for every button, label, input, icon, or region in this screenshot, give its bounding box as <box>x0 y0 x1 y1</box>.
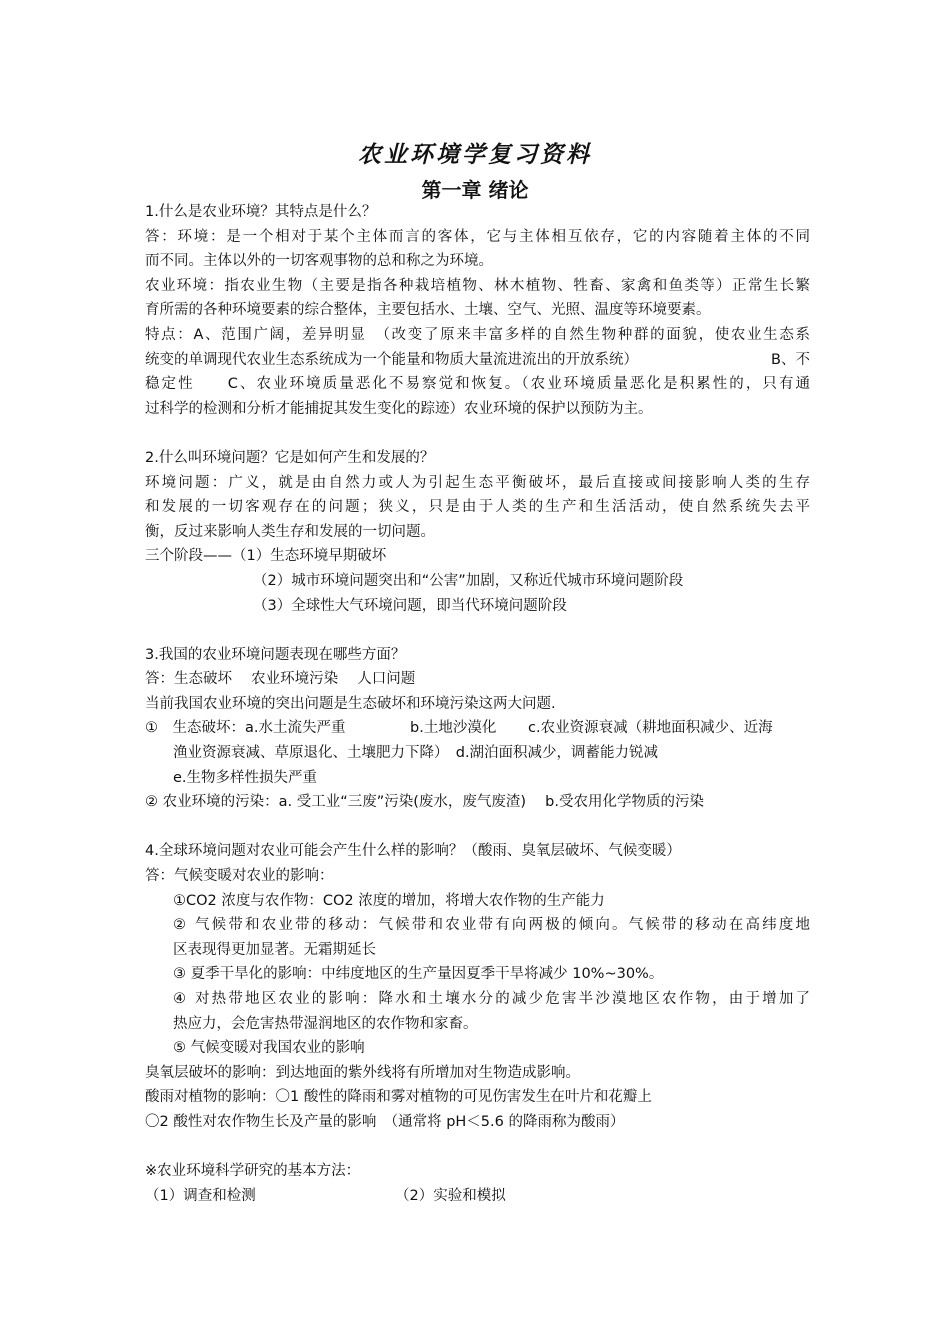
answer-2-stage-1: 三个阶段——（1）生态环境早期破坏 <box>145 548 387 565</box>
blank-line <box>145 421 810 446</box>
answer-2-line-3: 衡，反过来影响人类生存和发展的一切问题。 <box>145 523 435 540</box>
answer-1-line-6-point-b: B、不 <box>771 351 810 368</box>
document-body <box>145 200 810 1208</box>
answer-1-line-5: 特点：A、范围广阔，差异明显 （改变了原来丰富多样的自然生物种群的面貌，使农业生态系 <box>145 326 810 343</box>
answer-4-item-4: ④ 对热带地区农业的影响：降水和土壤水分的减少危害半沙漠地区农作物，由于增加了 <box>173 991 810 1007</box>
question-4: 4.全球环境问题对农业可能会产生什么样的影响？（酸雨、臭氧层破坏、气候变暖） <box>145 843 681 860</box>
methods-list <box>145 1184 810 1209</box>
answer-2-line-1: 环境问题：广义，就是由自然力或人为引起生态平衡破坏，最后直接或间接影响人类的生存 <box>145 474 810 491</box>
answer-3-item-c: c.农业资源衰减（耕地面积减少、近海 <box>528 720 773 737</box>
question-2: 2.什么叫环境问题？它是如何产生和发展的？ <box>145 449 435 466</box>
answer-4-item-2: ② 气候带和农业带的移动：气候带和农业带有向两极的倾向。气候带的移动在高纬度地 <box>173 917 810 934</box>
answer-4-item-5: ⑤ 气候变暖对我国农业的影响 <box>173 1040 365 1057</box>
answer-4-ozone: 臭氧层破坏的影响：到达地面的紫外线将有所增加对生物造成影响。 <box>145 1064 580 1081</box>
answer-1-line-4: 育所需的各种环境要素的综合整体，主要包括水、土壤、空气、光照、温度等环境要素。 <box>145 302 711 319</box>
answer-4-item-4-cont: 热应力，会危害热带湿润地区的农作物和家畜。 <box>173 1015 478 1032</box>
answer-3-line-2: 当前我国农业环境的突出问题是生态破坏和环境污染这两大问题. <box>145 695 556 712</box>
answer-4-item-3: ③ 夏季干旱化的影响：中纬度地区的生产量因夏季干旱将减少 10%~30%。 <box>173 966 664 983</box>
blank-line <box>145 1135 810 1160</box>
answer-1-line-7: 稳定性 C、农业环境质量恶化不易察觉和恢复。（农业环境质量恶化是积累性的，只有通 <box>145 376 810 393</box>
methods-heading: ※农业环境科学研究的基本方法： <box>145 1163 361 1180</box>
question-3: 3.我国的农业环境问题表现在哪些方面？ <box>145 646 406 663</box>
answer-1-line-3: 农业环境：指农业生物（主要是指各种栽培植物、林木植物、牲畜、家禽和鱼类等）正常生长繁 <box>145 277 810 294</box>
answer-3-line-6: ② 农业环境的污染：a. 受工业“三废”污染(废水，废气废渣) b.受农用化学物质的污染 <box>145 794 704 811</box>
answer-4-item-2-cont: 区表现得更加显著。无霜期延长 <box>173 941 376 958</box>
answer-3-item-a: ① 生态破坏：a.水土流失严重 <box>145 720 346 737</box>
answer-2-stage-3: （3）全球性大气环境问题，即当代环境问题阶段 <box>253 597 567 614</box>
answer-1-line-6-text: 统变的单调现代农业生态系统成为一个能量和物质大量流进流出的开放系统） <box>145 351 638 368</box>
answer-3-line-3 <box>145 716 810 741</box>
answer-2-stage-2: （2）城市环境问题突出和“公害”加剧，又称近代城市环境问题阶段 <box>253 572 684 589</box>
document-title: 农业环境学复习资料 <box>358 141 592 168</box>
answer-1-line-8: 过科学的检测和分析才能捕捉其发生变化的踪迹）农业环境的保护以预防为主。 <box>145 400 653 417</box>
chapter-heading: 第一章 绪论 <box>421 178 529 202</box>
answer-1-line-2: 而不同。主体以外的一切客观事物的总和称之为环境。 <box>145 253 493 270</box>
answer-4-acid-rain-1: 酸雨对植物的影响：〇1 酸性的降雨和雾对植物的可见伤害发生在叶片和花瓣上 <box>145 1089 652 1106</box>
answer-3-line-5: e.生物多样性损失严重 <box>173 769 318 786</box>
blank-line <box>145 815 810 840</box>
method-2: （2）实验和模拟 <box>395 1187 506 1204</box>
answer-3-line-4: 渔业资源衰减、草原退化、土壤肥力下降） d.湖泊面积减少，调蓄能力锐减 <box>173 745 659 762</box>
answer-3-line-1: 答：生态破坏 农业环境污染 人口问题 <box>145 671 416 688</box>
answer-1-line-1: 答：环境：是一个相对于某个主体而言的客体，它与主体相互依存，它的内容随着主体的不同 <box>145 228 810 245</box>
answer-4-line-1: 答：气候变暖对农业的影响： <box>145 868 334 885</box>
blank-line <box>145 618 810 643</box>
answer-1-line-6 <box>145 348 810 373</box>
answer-3-item-b: b.土地沙漠化 <box>410 720 497 737</box>
answer-4-item-1: ①CO2 浓度与农作物：CO2 浓度的增加，将增大农作物的生产能力 <box>173 892 605 909</box>
answer-2-line-2: 和发展的一切客观存在的问题；狭义，只是由于人类的生产和生活活动，使自然系统失去平 <box>145 499 810 516</box>
answer-4-acid-rain-2: 〇2 酸性对农作物生长及产量的影响 （通常将 pH＜5.6 的降雨称为酸雨） <box>145 1113 625 1130</box>
question-1: 1.什么是农业环境？其特点是什么？ <box>145 204 377 220</box>
method-1: （1）调查和检测 <box>145 1187 256 1204</box>
